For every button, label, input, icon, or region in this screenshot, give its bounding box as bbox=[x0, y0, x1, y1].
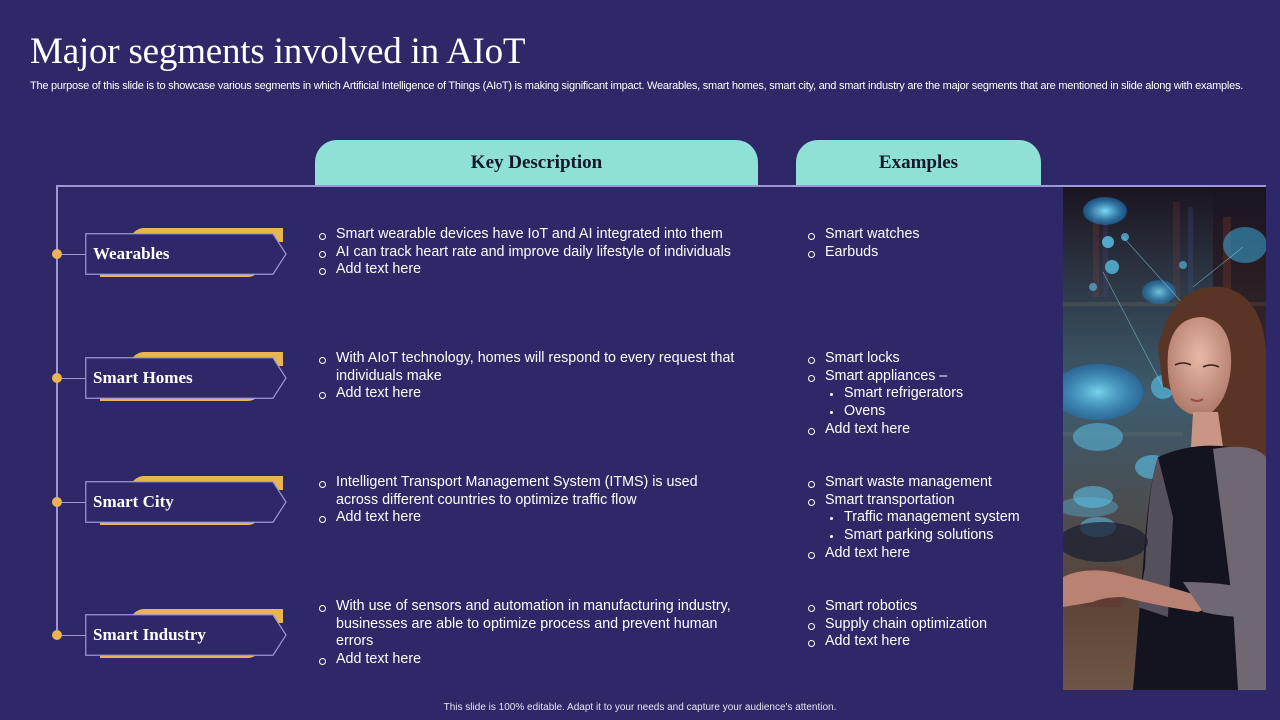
list-item: Add text here bbox=[317, 509, 727, 527]
list-item: Smart wearable devices have IoT and AI integrated into them bbox=[317, 226, 767, 244]
list-item: Smart watches bbox=[806, 226, 1056, 244]
segment-smart-homes bbox=[50, 349, 290, 409]
connector-line bbox=[62, 502, 86, 504]
smart-industry-examples-list bbox=[806, 598, 1056, 651]
list-item: Add text here bbox=[806, 633, 1056, 651]
slide-subtitle: The purpose of this slide is to showcase various segments in which Artificial Intelligence of Things (AIoT) is making significant impact. Wearables, smart homes, smart city, and smart industry are the major segments that are mentioned in slide along with examples. bbox=[30, 80, 1244, 92]
segment-smart-industry bbox=[50, 606, 290, 666]
segment-smart-city bbox=[50, 473, 290, 533]
list-item: Supply chain optimization bbox=[806, 616, 1056, 634]
segment-label: Smart Industry bbox=[93, 625, 206, 644]
list-item: Smart robotics bbox=[806, 598, 1056, 616]
smart-city-examples-list bbox=[806, 474, 1056, 563]
sub-list-item: Ovens bbox=[806, 403, 1056, 421]
segment-wearables bbox=[50, 225, 290, 285]
timeline-dot bbox=[52, 630, 62, 640]
sub-list-item: Traffic management system bbox=[806, 509, 1056, 527]
segment-label: Smart Homes bbox=[93, 368, 193, 387]
segment-label: Smart City bbox=[93, 492, 174, 511]
list-item: Add text here bbox=[317, 385, 757, 403]
key-description-header-label: Key Description bbox=[470, 151, 603, 173]
list-item: Add text here bbox=[806, 545, 1056, 563]
timeline-dot bbox=[52, 373, 62, 383]
segment-label-box bbox=[85, 357, 287, 399]
aiot-woman-hologram-photo bbox=[1063, 187, 1266, 690]
list-item: Add text here bbox=[317, 261, 767, 279]
segment-label-box bbox=[85, 614, 287, 656]
slide-title: Major segments involved in AIoT bbox=[30, 31, 526, 72]
list-item: Smart locks bbox=[806, 350, 1056, 368]
list-item: Smart appliances – bbox=[806, 368, 1056, 386]
timeline-dot bbox=[52, 497, 62, 507]
smart-homes-description-list bbox=[317, 350, 757, 403]
list-item: Add text here bbox=[806, 421, 1056, 439]
slide-footer: This slide is 100% editable. Adapt it to your needs and capture your audience's attention. bbox=[443, 702, 837, 713]
list-item: AI can track heart rate and improve daily lifestyle of individuals bbox=[317, 244, 767, 262]
timeline-dot bbox=[52, 249, 62, 259]
list-item: Smart waste management bbox=[806, 474, 1056, 492]
examples-header-label: Examples bbox=[878, 151, 959, 173]
examples-header bbox=[796, 140, 1041, 185]
connector-line bbox=[62, 378, 86, 380]
list-item: Intelligent Transport Management System (ITMS) is used across different countries to optimize traffic flow bbox=[317, 474, 727, 509]
list-item: With AIoT technology, homes will respond to every request that individuals make bbox=[317, 350, 757, 385]
smart-homes-examples-list bbox=[806, 350, 1056, 439]
list-item: With use of sensors and automation in manufacturing industry, businesses are able to optimize process and prevent human errors bbox=[317, 598, 757, 651]
segment-label-box bbox=[85, 233, 287, 275]
list-item: Add text here bbox=[317, 651, 757, 669]
connector-line bbox=[62, 635, 86, 637]
smart-city-description-list bbox=[317, 474, 727, 527]
sub-list-item: Smart parking solutions bbox=[806, 527, 1056, 545]
key-description-header bbox=[315, 140, 758, 185]
segment-label: Wearables bbox=[93, 244, 170, 263]
wearables-description-list bbox=[317, 226, 767, 279]
wearables-examples-list bbox=[806, 226, 1056, 261]
list-item: Earbuds bbox=[806, 244, 1056, 262]
sub-list-item: Smart refrigerators bbox=[806, 385, 1056, 403]
connector-line bbox=[62, 254, 86, 256]
smart-industry-description-list bbox=[317, 598, 757, 669]
list-item: Smart transportation bbox=[806, 492, 1056, 510]
segment-label-box bbox=[85, 481, 287, 523]
